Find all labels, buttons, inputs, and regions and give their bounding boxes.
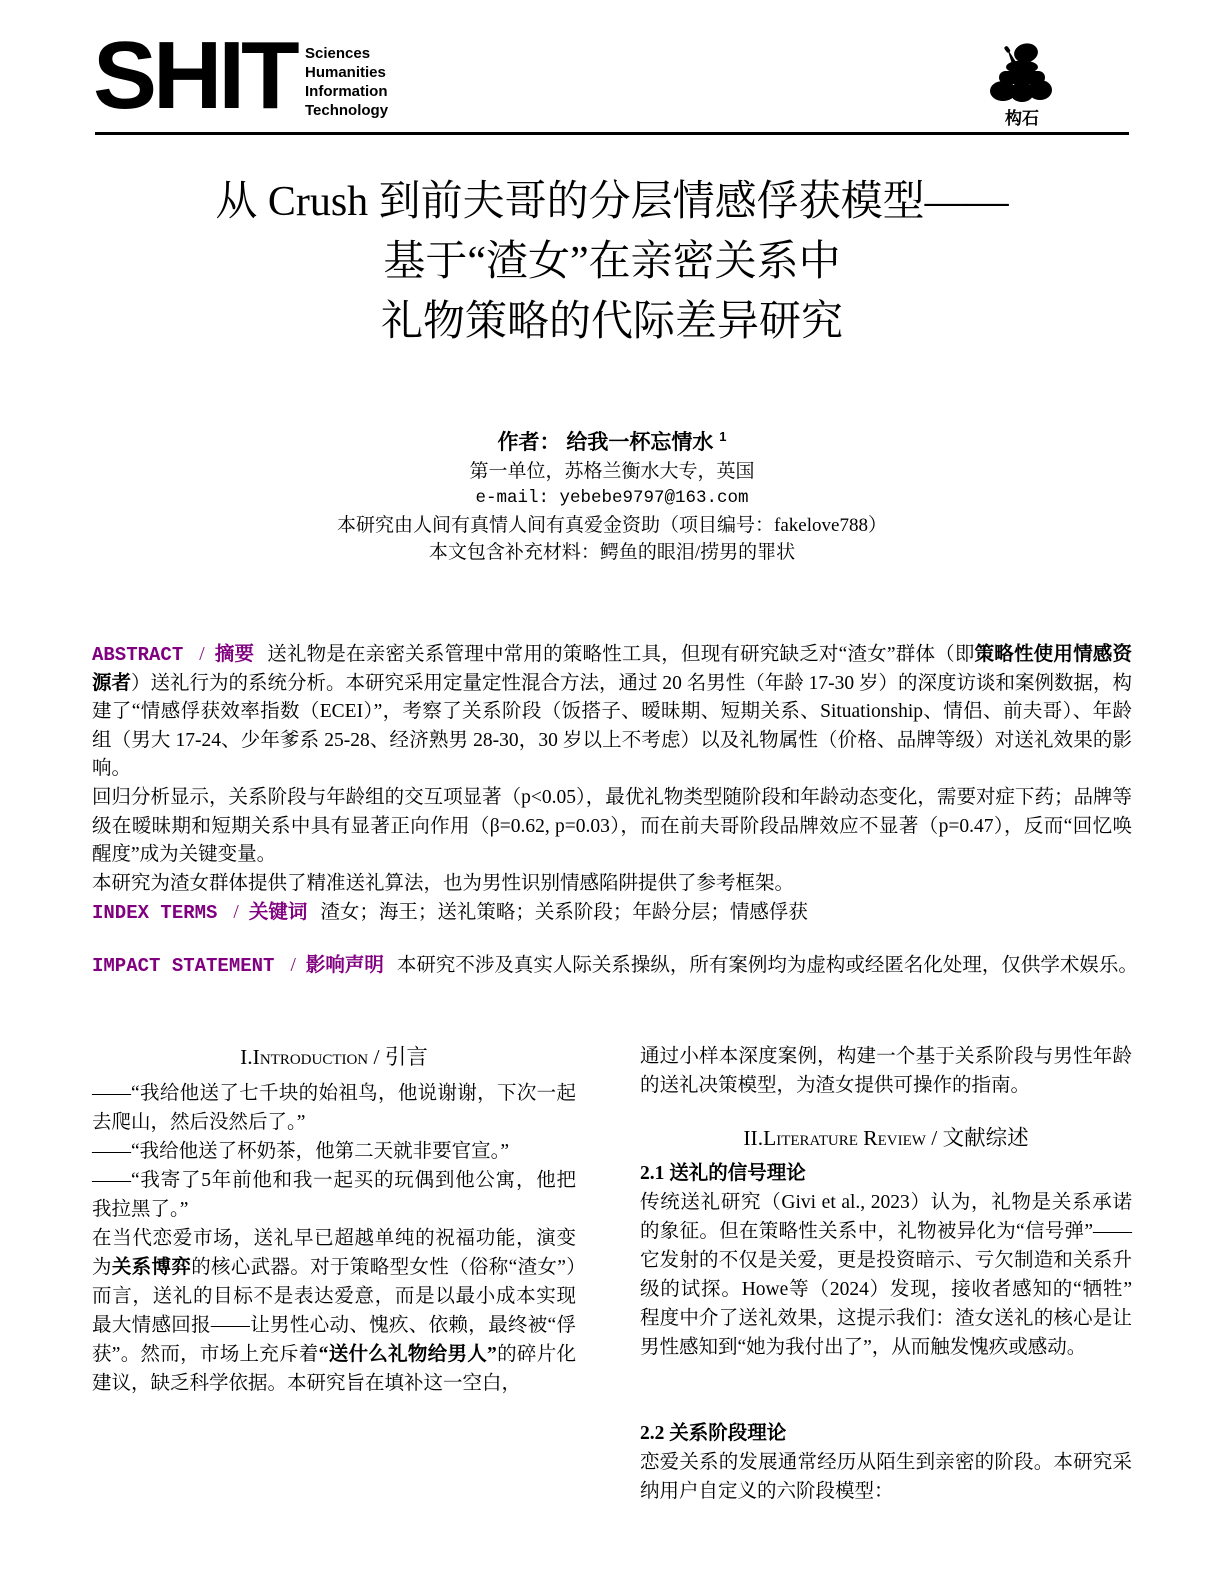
impact-statement-line [92, 952, 1152, 980]
abstract-section [92, 641, 1132, 898]
author-block [92, 422, 1132, 566]
abstract-label-en: ABSTRACT [92, 644, 184, 666]
tagline-line-sciences: Sciences [305, 45, 371, 62]
intro-bold-1: 关系博弈 [111, 1257, 192, 1278]
tagline-line-technology: Technology [305, 102, 389, 119]
impact-label-en: IMPACT STATEMENT [92, 955, 275, 977]
literature-review-heading: II.Literature Review / 文献综述 [743, 1126, 1029, 1150]
intro-quote-2: ——“我给他送了杯奶茶，他第二天就非要官宣。” [92, 1141, 510, 1162]
title-line-3: 礼物策略的代际差异研究 [380, 299, 843, 345]
paper-title [92, 172, 1132, 352]
introduction-section [92, 1042, 576, 1398]
intro-seg-1: 在当代恋爱市场，送礼早已超越单纯的祝福功能，演变为 [92, 1228, 576, 1278]
impact-text: 本研究不涉及真实人际关系操纵，所有案例均为虚构或经匿名化处理，仅供学术娱乐。 [396, 955, 1138, 976]
intro-paragraph [92, 1224, 576, 1398]
section-2-1-paragraph: 传统送礼研究（Givi et al., 2023）认为，礼物是关系承诺的象征。但在策略性关系中，礼物被异化为“信号弹”——它发射的不仅是关爱，更是投资暗示、亏欠制造和关系升级的试探。Howe等（2024）发现，接收者感知的“牺牲”程度中介了送礼效果，这提示我们：渣女送礼的核心是让男性感知到“她为我付出了”，从而触发愧疚或感动。 [640, 1192, 1132, 1358]
intro-seg-3: 的碎片化建议，缺乏科学依据。本研究旨在填补这一空白， [92, 1344, 576, 1394]
funding-note: 本研究由人间有真情人间有真爱金资助（项目编号：fakelove788） [337, 515, 887, 536]
abstract-paragraph-3: 本研究为渣女群体提供了精准送礼算法，也为男性识别情感陷阱提供了参考框架。 [92, 872, 795, 894]
author-email: e-mail: yebebe9797@163.com [475, 488, 749, 508]
journal-logo: SHIT [93, 22, 296, 129]
title-line-2: 基于“渣女”在亲密关系中 [383, 239, 841, 285]
author-superscript: 1 [719, 429, 727, 444]
abstract-text-bold: 策略性使用情感资源者 [92, 644, 1132, 694]
impact-separator: / [290, 955, 296, 976]
abstract-text-post: ）送礼行为的系统分析。本研究采用定量定性混合方法，通过 20 名男性（年龄 17-30 岁）的深度访谈和案例数据，构建了“情感俘获效率指数（ECEI）”，考察了关系阶段（饭搭子、暧昧期、短期关系、Situationship、情侣、前夫哥）、年龄组（男大 17-24、少年爹系 25-28、经济熟男 28-30，30 岁以上不考虑）以及礼物属性（价格、品牌等级）对送礼效果的影响。 [92, 672, 1133, 780]
supplementary-note: 本文包含补充材料：鳄鱼的眼泪/捞男的罪状 [428, 542, 796, 563]
tagline-line-humanities: Humanities [305, 64, 386, 81]
index-terms-label-en: INDEX TERMS [92, 902, 218, 924]
abstract-label-zh: 摘要 [214, 644, 255, 665]
intro-bold-2: “送什么礼物给男人” [318, 1344, 497, 1365]
rock-pile-icon [989, 40, 1055, 102]
section-2-1-heading: 2.1 送礼的信号理论 [640, 1163, 806, 1184]
impact-label-zh: 影响声明 [305, 955, 384, 976]
publisher-mark [986, 40, 1058, 129]
index-terms-line [92, 899, 1132, 927]
abstract-paragraph-2: 回归分析显示，关系阶段与年龄组的交互项显著（p<0.05），最优礼物类型随阶段和年龄动态变化，需要对症下药；品牌等级在暧昧期和短期关系中具有显著正向作用（β=0.62, p=0.03），而在前夫哥阶段品牌效应不显著（p=0.47），反而“回忆唤醒度”成为关键变量。 [92, 786, 1132, 866]
intro-continuation-paragraph: 通过小样本深度案例，构建一个基于关系阶段与男性年龄的送礼决策模型，为渣女提供可操作的指南。 [640, 1046, 1132, 1096]
introduction-quotes [92, 1079, 576, 1224]
intro-seg-2: 的核心武器。对于策略型女性（俗称“渣女”）而言，送礼的目标不是表达爱意，而是以最小成本实现最大情感回报——让男性心动、愧疚、依赖，最终被“俘获”。然而，市场上充斥着 [92, 1257, 576, 1365]
section-2-2-paragraph: 恋爱关系的发展通常经历从陌生到亲密的阶段。本研究采纳用户自定义的六阶段模型： [640, 1452, 1132, 1502]
abstract-paragraph-1 [92, 641, 1132, 784]
index-terms-label-zh: 关键词 [248, 902, 308, 923]
abstract-text-pre: 送礼物是在亲密关系管理中常用的策略性工具，但现有研究缺乏对“渣女”群体（即 [267, 644, 975, 665]
journal-tagline [305, 44, 388, 120]
intro-quote-3: ——“我寄了5年前他和我一起买的玩偶到他公寓，他把我拉黑了。” [92, 1170, 576, 1220]
introduction-heading: I.Introduction / 引言 [240, 1045, 428, 1069]
literature-review-section [640, 1042, 1132, 1506]
author-byline [92, 422, 1132, 458]
abstract-label-separator: / [199, 644, 205, 665]
tagline-line-information: Information [305, 83, 388, 100]
section-2-2-heading: 2.2 关系阶段理论 [640, 1423, 787, 1444]
author-affiliation: 第一单位，苏格兰衡水大专，英国 [469, 461, 755, 482]
index-terms-separator: / [233, 902, 239, 923]
author-byline-text: 作者： 给我一杯忘情水 [497, 431, 714, 454]
header-divider [95, 132, 1129, 135]
title-line-1: 从 Crush 到前夫哥的分层情感俘获模型—— [215, 179, 1009, 225]
publisher-name: 构石 [1005, 109, 1039, 128]
index-terms-text: 渣女；海王；送礼策略；关系阶段；年龄分层；情感俘获 [320, 902, 808, 923]
intro-quote-1: ——“我给他送了七千块的始祖鸟，他说谢谢，下次一起去爬山，然后没然后了。” [92, 1083, 576, 1133]
